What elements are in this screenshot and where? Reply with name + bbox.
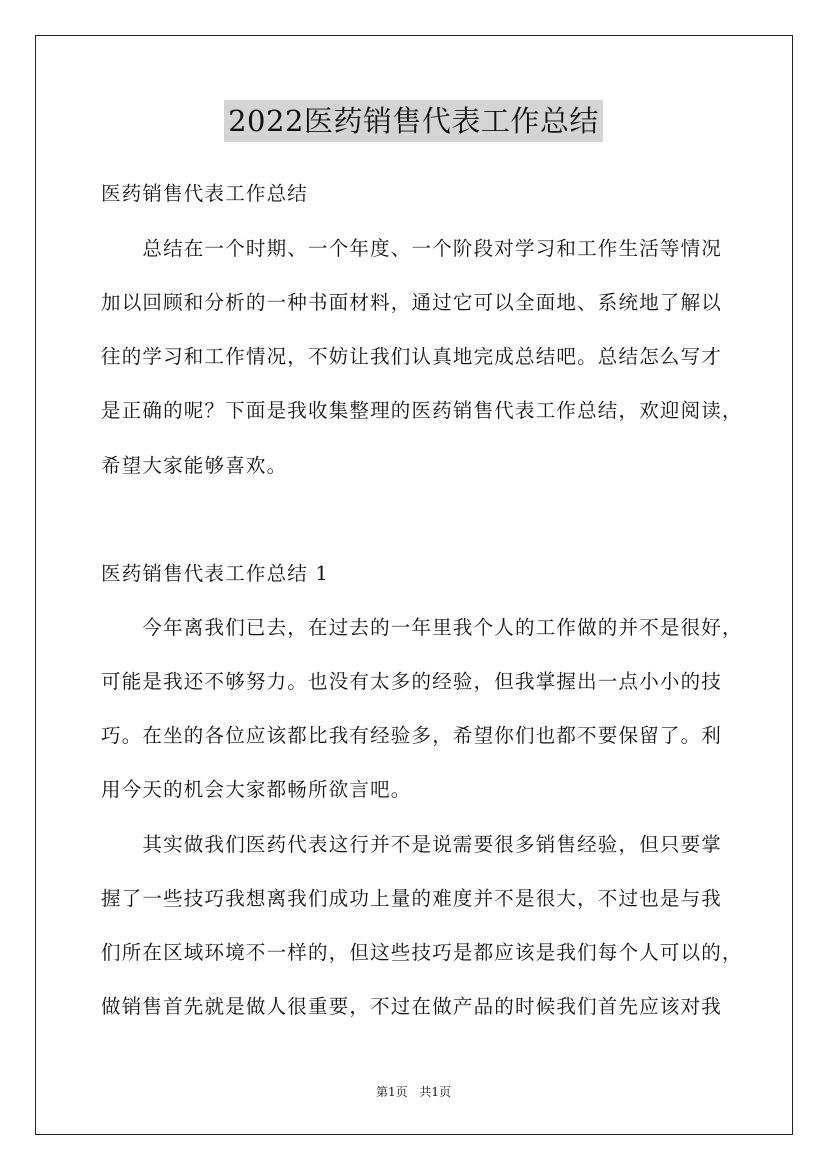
paragraph-line: 今年离我们已去，在过去的一年里我个人的工作做的并不是很好，	[101, 616, 743, 639]
title-wrap	[0, 100, 827, 142]
page-total: 共1页	[419, 1085, 452, 1099]
paragraph-line: 往的学习和工作情况，不妨让我们认真地完成总结吧。总结怎么写才	[101, 345, 723, 368]
paragraph-line: 是正确的呢？下面是我收集整理的医药销售代表工作总结，欢迎阅读，	[101, 399, 743, 422]
section-heading: 医药销售代表工作总结 1	[101, 562, 330, 585]
paragraph-line: 们所在区域环境不一样的，但这些技巧是都应该是我们每个人可以的，	[101, 941, 743, 964]
paragraph-line: 握了一些技巧我想离我们成功上量的难度并不是很大，不过也是与我	[101, 887, 723, 910]
paragraph-line: 巧。在坐的各位应该都比我有经验多，希望你们也都不要保留了。利	[101, 724, 723, 747]
paragraph-line: 希望大家能够喜欢。	[101, 454, 288, 477]
paragraph-line: 可能是我还不够努力。也没有太多的经验，但我掌握出一点小小的技	[101, 670, 723, 693]
paragraph-line: 做销售首先就是做人很重要，不过在做产品的时候我们首先应该对我	[101, 995, 723, 1018]
paragraph-line: 总结在一个时期、一个年度、一个阶段对学习和工作生活等情况	[101, 237, 723, 260]
section-heading: 医药销售代表工作总结	[101, 182, 309, 205]
page-number: 第1页	[375, 1085, 408, 1099]
paragraph-line: 其实做我们医药代表这行并不是说需要很多销售经验，但只要掌	[101, 833, 723, 856]
document-title: 2022医药销售代表工作总结	[224, 100, 603, 142]
page-footer	[0, 1083, 827, 1100]
paragraph-line: 加以回顾和分析的一种书面材料，通过它可以全面地、系统地了解以	[101, 291, 723, 314]
paragraph-line: 用今天的机会大家都畅所欲言吧。	[101, 778, 412, 801]
